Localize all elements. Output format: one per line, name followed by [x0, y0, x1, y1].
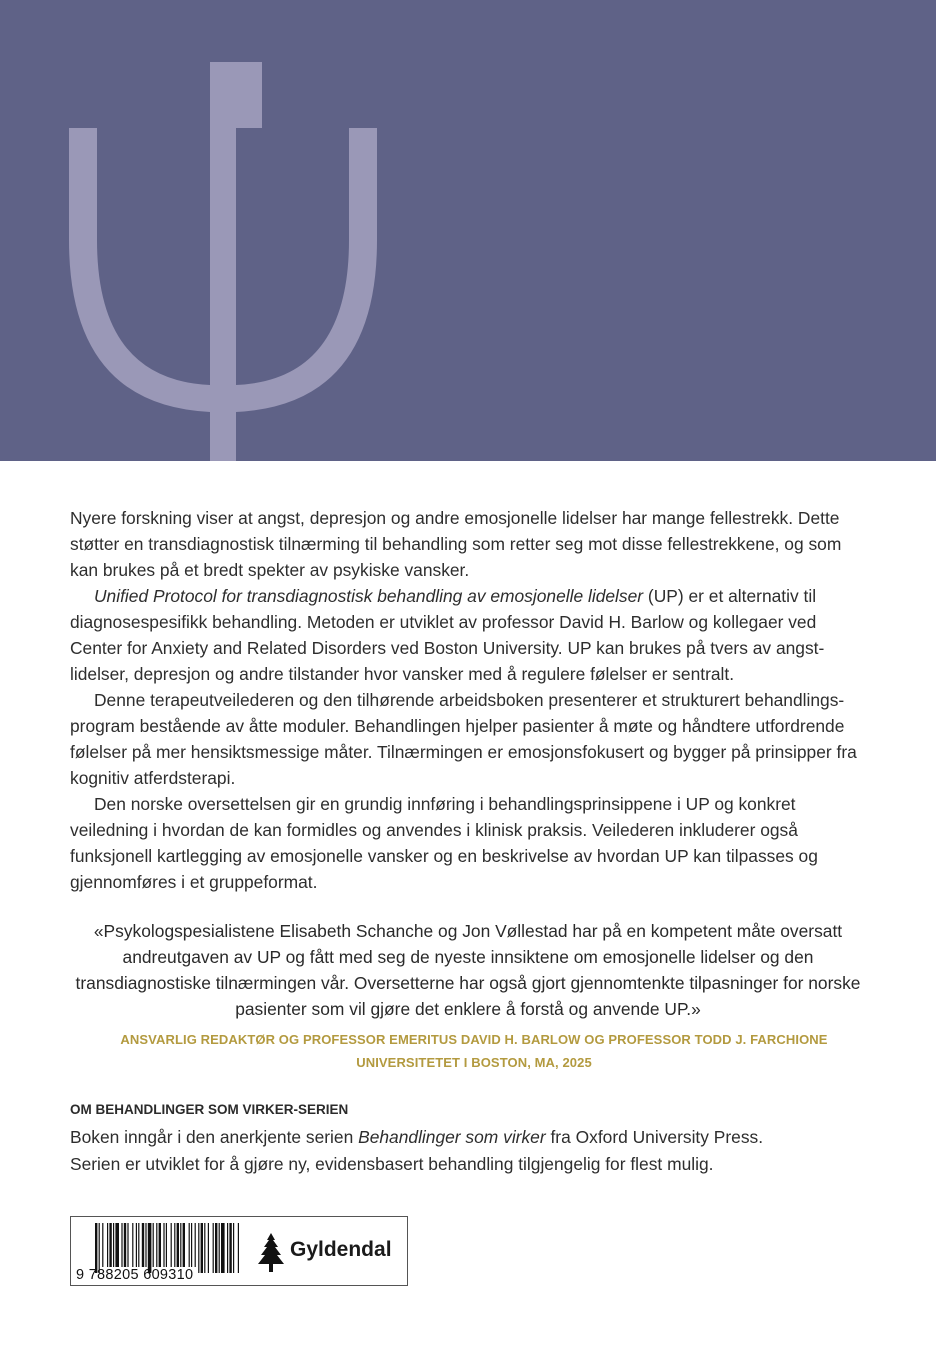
blurb-paragraph-2 [70, 583, 870, 687]
barcode-bar [219, 1223, 220, 1273]
series-description [70, 1124, 870, 1178]
barcode-bar [138, 1223, 139, 1267]
series-line-2: Serien er utviklet for å gjøre ny, evidensbasert behandling tilgjengelig for flest mulig. [70, 1154, 714, 1174]
barcode-bar [166, 1223, 167, 1267]
publisher-logo [255, 1231, 405, 1275]
barcode-bar [208, 1223, 209, 1273]
blurb-paragraph-2-text: (UP) er et alternativ til diagnosespesifikk behandling. Metoden er utviklet av professor David H. Barlow og kollegaer ved Center for Anxiety and Related Disorders ved Boston University. UP kan brukes på tvers av angstlidelser, depresjon og andre tilstander hvor vansker med å regulere følelser er sentralt. [70, 586, 825, 684]
series-line-1 [70, 1124, 870, 1151]
barcode-bar [121, 1223, 122, 1267]
barcode-bar [189, 1223, 190, 1267]
barcode-box [70, 1216, 408, 1286]
barcode-bar [177, 1223, 179, 1267]
barcode-bar [198, 1223, 199, 1273]
barcode-bar [99, 1223, 100, 1273]
barcode-bar [127, 1223, 128, 1267]
isbn-number: 9 788205 609310 [76, 1267, 194, 1283]
barcode-bar [180, 1223, 181, 1267]
psi-icon [0, 0, 936, 461]
barcode-bar [238, 1223, 239, 1273]
series-line-1-post: fra Oxford University Press. [545, 1127, 764, 1147]
barcode-bar [145, 1223, 146, 1267]
barcode-bar [183, 1223, 185, 1267]
cover-top-band [0, 0, 936, 461]
blurb-paragraph-3: Denne terapeutveilederen og den tilhørende arbeidsboken presenterer et strukturert behandlingsprogram bestående av åtte moduler. Behandlingen hjelper pasienter å møte og håndtere utfordrende følelser på mer hensiktsmessige måter. Tilnærmingen er emosjonsfokusert og bygger på prinsipper fra kognitiv atferdsterapi. [70, 690, 857, 788]
barcode-bar [213, 1223, 214, 1273]
barcode-bar [171, 1223, 172, 1267]
barcode-bar [148, 1223, 152, 1273]
barcode-bar [109, 1223, 111, 1267]
barcode-bar [195, 1223, 196, 1267]
barcode-bar [221, 1223, 225, 1273]
barcode-bar [124, 1223, 126, 1267]
barcode-bar [233, 1223, 234, 1273]
barcode-bar [102, 1223, 103, 1267]
barcode-bar [115, 1223, 119, 1267]
barcode-bar [191, 1223, 192, 1267]
barcode-bar [113, 1223, 114, 1267]
barcode-bar [204, 1223, 205, 1273]
barcode-bar [215, 1223, 217, 1273]
barcode-bar [156, 1223, 157, 1267]
barcode-bar [107, 1223, 108, 1267]
barcode-bar [201, 1223, 203, 1273]
series-line-1-pre: Boken inngår i den anerkjente serien [70, 1127, 359, 1147]
publisher-name: Gyldendal [290, 1238, 392, 1261]
barcode-bar [136, 1223, 137, 1267]
quote-attribution [70, 1028, 878, 1074]
series-heading: OM BEHANDLINGER SOM VIRKER-SERIEN [70, 1102, 349, 1117]
attribution-affiliation: UNIVERSITETET I BOSTON, MA, 2025 [356, 1055, 592, 1070]
protocol-title: Unified Protocol for transdiagnostisk behandling av emosjonelle lidelser [94, 586, 644, 606]
barcode-bar [159, 1223, 161, 1267]
barcode-bar [174, 1223, 175, 1267]
barcode-bar [229, 1223, 231, 1273]
barcode-bar [163, 1223, 164, 1267]
blurb-paragraph-1: Nyere forskning viser at angst, depresjon og andre emosjonelle lidelser har mange fellestrekk. Dette støtter en transdiagnostisk tilnærming til behandling som retter seg mot disse fellestrekkene, og som kan brukes på et bredt spekter av psykiske vansker. [70, 508, 842, 580]
blurb-paragraph-4: Den norske oversettelsen gir en grundig innføring i behandlingsprinsippene i UP og konkret veiledning i hvordan de kan formidles og anvendes i klinisk praksis. Veilederen inkluderer også funksjonell kartlegging av emosjonelle vansker og en beskrivelse av hvordan UP kan tilpasses og gjennomføres i et gruppeformat. [70, 794, 818, 892]
barcode-bar [142, 1223, 144, 1267]
barcode-bar [132, 1223, 133, 1267]
barcode-bar [95, 1223, 97, 1273]
attribution-names: ANSVARLIG REDAKTØR OG PROFESSOR EMERITUS DAVID H. BARLOW OG PROFESSOR TODD J. FARCHIONE [120, 1032, 828, 1047]
tree-icon [255, 1233, 287, 1273]
back-cover-blurb [70, 505, 870, 895]
series-title: Behandlinger som virker [358, 1127, 546, 1147]
barcode-bar [227, 1223, 228, 1273]
barcode-bar [153, 1223, 154, 1267]
endorsement-quote: «Psykologspesialistene Elisabeth Schanche og Jon Vøllestad har på en kompetent måte oversatt andreutgaven av UP og fått med seg de nyeste innsiktene om emosjonelle lidelser og den transdiagnostiske tilnærmingen vår. Oversetterne har også gjort gjennomtenkte tilpasninger for norske pasienter som vil gjøre det enklere å forstå og anvende UP.» [75, 921, 861, 1019]
